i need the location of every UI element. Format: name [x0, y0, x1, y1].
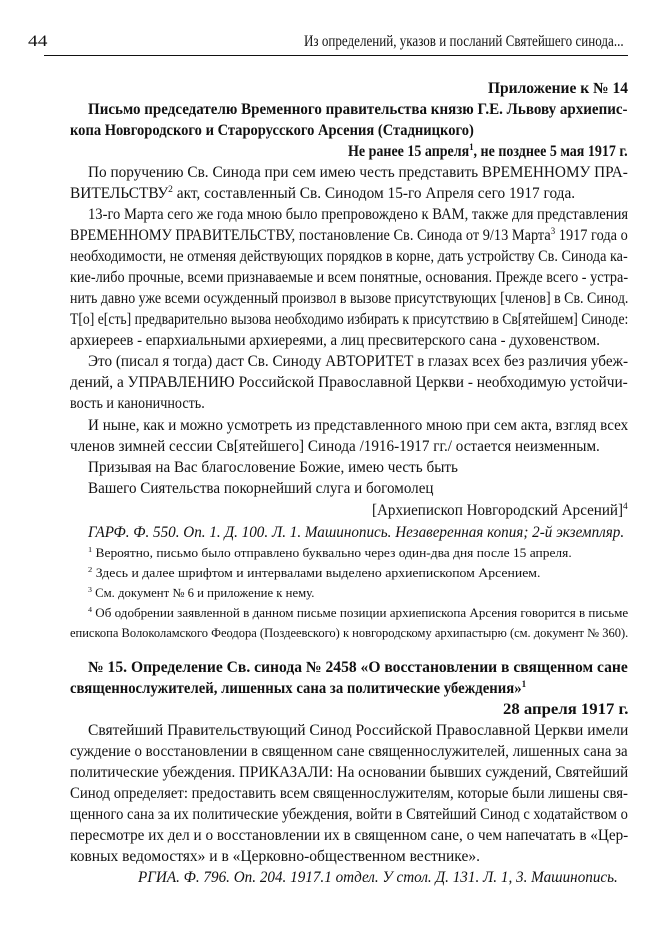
decree-date: 28 апреля 1917 г.	[503, 701, 629, 718]
letter-para-2-line-4: кие-либо прочные, всеми признаваемые и всем понятные, основания. Прежде всего - устра-	[70, 269, 629, 286]
letter-footnote-1: $^1$ Вероятно, письмо было отправлено буквально через один-два дня после 15 апреля.	[88, 544, 572, 560]
letter-para-3-line-2: дений, а УПРАВЛЕНИЮ Российской Православной Церкви - необходимую устойчи-	[70, 374, 628, 391]
footnote-ref-3: 3	[550, 225, 556, 237]
letter-para-4-line-2: членов зимней сессии Св[ятейшего] Синода /1916-1917 гг./ остается неизменным.	[70, 438, 600, 455]
running-title: Из определений, указов и посланий Святейшего синода...	[304, 33, 624, 50]
letter-para-4-line-1: И ныне, как и можно усмотреть из представленного мною при сем акта, взгляд всех	[88, 417, 629, 434]
letter-footnote-4-line-2: епископа Волоколамского Феодора (Поздеевского) к новгородскому архипастырю (см. документ № 360).	[70, 626, 629, 640]
decree-para-line-4: Синод определяет: предоставить всем священнослужителям, которые были лишены свя-	[70, 785, 628, 802]
footnote-ref-1: 1	[469, 141, 474, 153]
decree-title-line-1: № 15. Определение Св. синода № 2458 «О восстановлении в священном сане	[88, 659, 628, 676]
letter-para-2-line-5: нить давно уже всеми осужденный произвол в вызове присутствующих [членов] в Св. Синод.	[70, 290, 629, 307]
decree-para-line-2: суждение о восстановлении в священном сане священнослужителей, лишенных сана за	[70, 743, 628, 760]
letter-closing-line-1: Призывая на Вас благословение Божие, имею честь быть	[88, 459, 458, 476]
letter-para-2-line-3: необходимости, не отменяя действующих порядков в корне, дать устройству Св. Синода ка-	[70, 248, 628, 265]
letter-para-2-line-2: ВРЕМЕННОМУ ПРАВИТЕЛЬСТВУ, постановление Св. Синода от 9/13 Марта$^3$ 1917 года о	[70, 225, 628, 244]
letter-para-3-line-3: вость и каноничность.	[70, 395, 205, 412]
letter-para-2-line-1: 13-го Марта сего же года мною было препровождено к ВАМ, также для представления	[88, 206, 629, 223]
letter-para-1-line-1: По поручению Св. Синода при сем имею честь представить ВРЕМЕННОМУ ПРА-	[88, 164, 628, 181]
page-number: 44	[28, 33, 48, 50]
decree-title-line-2: священнослужителей, лишенных сана за политические убеждения»$^1$	[70, 678, 527, 697]
letter-para-2-line-6: Т[о] е[сть] предварительно вызова необходимо избирать к присутствию в Св[ятейшем] Синоде:	[70, 311, 629, 328]
appendix-label: Приложение к № 14	[488, 80, 628, 97]
letter-title-line-2: копа Новгородского и Старорусского Арсения (Стадницкого)	[70, 122, 474, 139]
letter-footnote-2: $^2$ Здесь и далее шрифтом и интервалами выделено архиепископом Арсением.	[88, 564, 541, 580]
header-rule	[44, 55, 628, 56]
letter-closing-line-2: Вашего Сиятельства покорнейший слуга и богомолец	[88, 480, 434, 497]
letter-para-2-line-7: архиереев - епархиальными архиереями, а лиц пресвитерского сана - духовенством.	[70, 332, 600, 349]
decree-para-line-5: щенного сана за их политические убеждения, войти в Святейший Синод с ходатайством о	[70, 806, 628, 823]
decree-archival-source-line-1: РГИА. Ф. 796. Оп. 204. 1917.1 отдел. У стол. Д. 131. Л. 1, 3. Машинопись.	[138, 869, 618, 886]
letter-title-line-1: Письмо председателю Временного правительства князю Г.Е. Львову архиепис-	[88, 101, 628, 118]
letter-para-1-line-2: ВИТЕЛЬСТВУ$^2$ акт, составленный Св. Синодом 15-го Апреля сего 1917 года.	[70, 183, 576, 202]
decree-para-line-1: Святейший Правительствующий Синод Российской Православной Церкви имели	[88, 722, 629, 739]
decree-para-line-3: политические убеждения. ПРИКАЗАЛИ: На основании бывших суждений, Святейший	[70, 764, 629, 781]
decree-para-line-7: ковных ведомостях» и в «Церковно-общественном вестнике».	[70, 848, 480, 865]
letter-para-3-line-1: Это (писал я тогда) даст Св. Синоду АВТОРИТЕТ в глазах всех без различия убеж-	[88, 353, 629, 370]
letter-archival-source: ГАРФ. Ф. 550. Оп. 1. Д. 100. Л. 1. Машинопись. Незаверенная копия; 2-й экземпляр.	[88, 524, 625, 541]
letter-footnote-4-line-1: $^4$ Об одобрении заявленной в данном письме позиции архиепископа Арсения говорится в письме	[88, 604, 629, 620]
footnote-ref-2: 2	[168, 183, 173, 195]
footnote-ref-decree-1: 1	[521, 678, 527, 690]
decree-para-line-6: пересмотре их дел и о восстановлении их в священном сане, о чем напечатать в «Цер-	[70, 827, 629, 844]
footnote-ref-4: 4	[623, 500, 628, 512]
letter-footnote-3: $^3$ См. документ № 6 и приложение к нему.	[88, 584, 315, 600]
letter-signature: [Архиепископ Новгородский Арсений]$^4$	[372, 500, 628, 519]
letter-date: Не ранее 15 апреля$^1$, не позднее 5 мая 1917 г.	[348, 141, 628, 160]
